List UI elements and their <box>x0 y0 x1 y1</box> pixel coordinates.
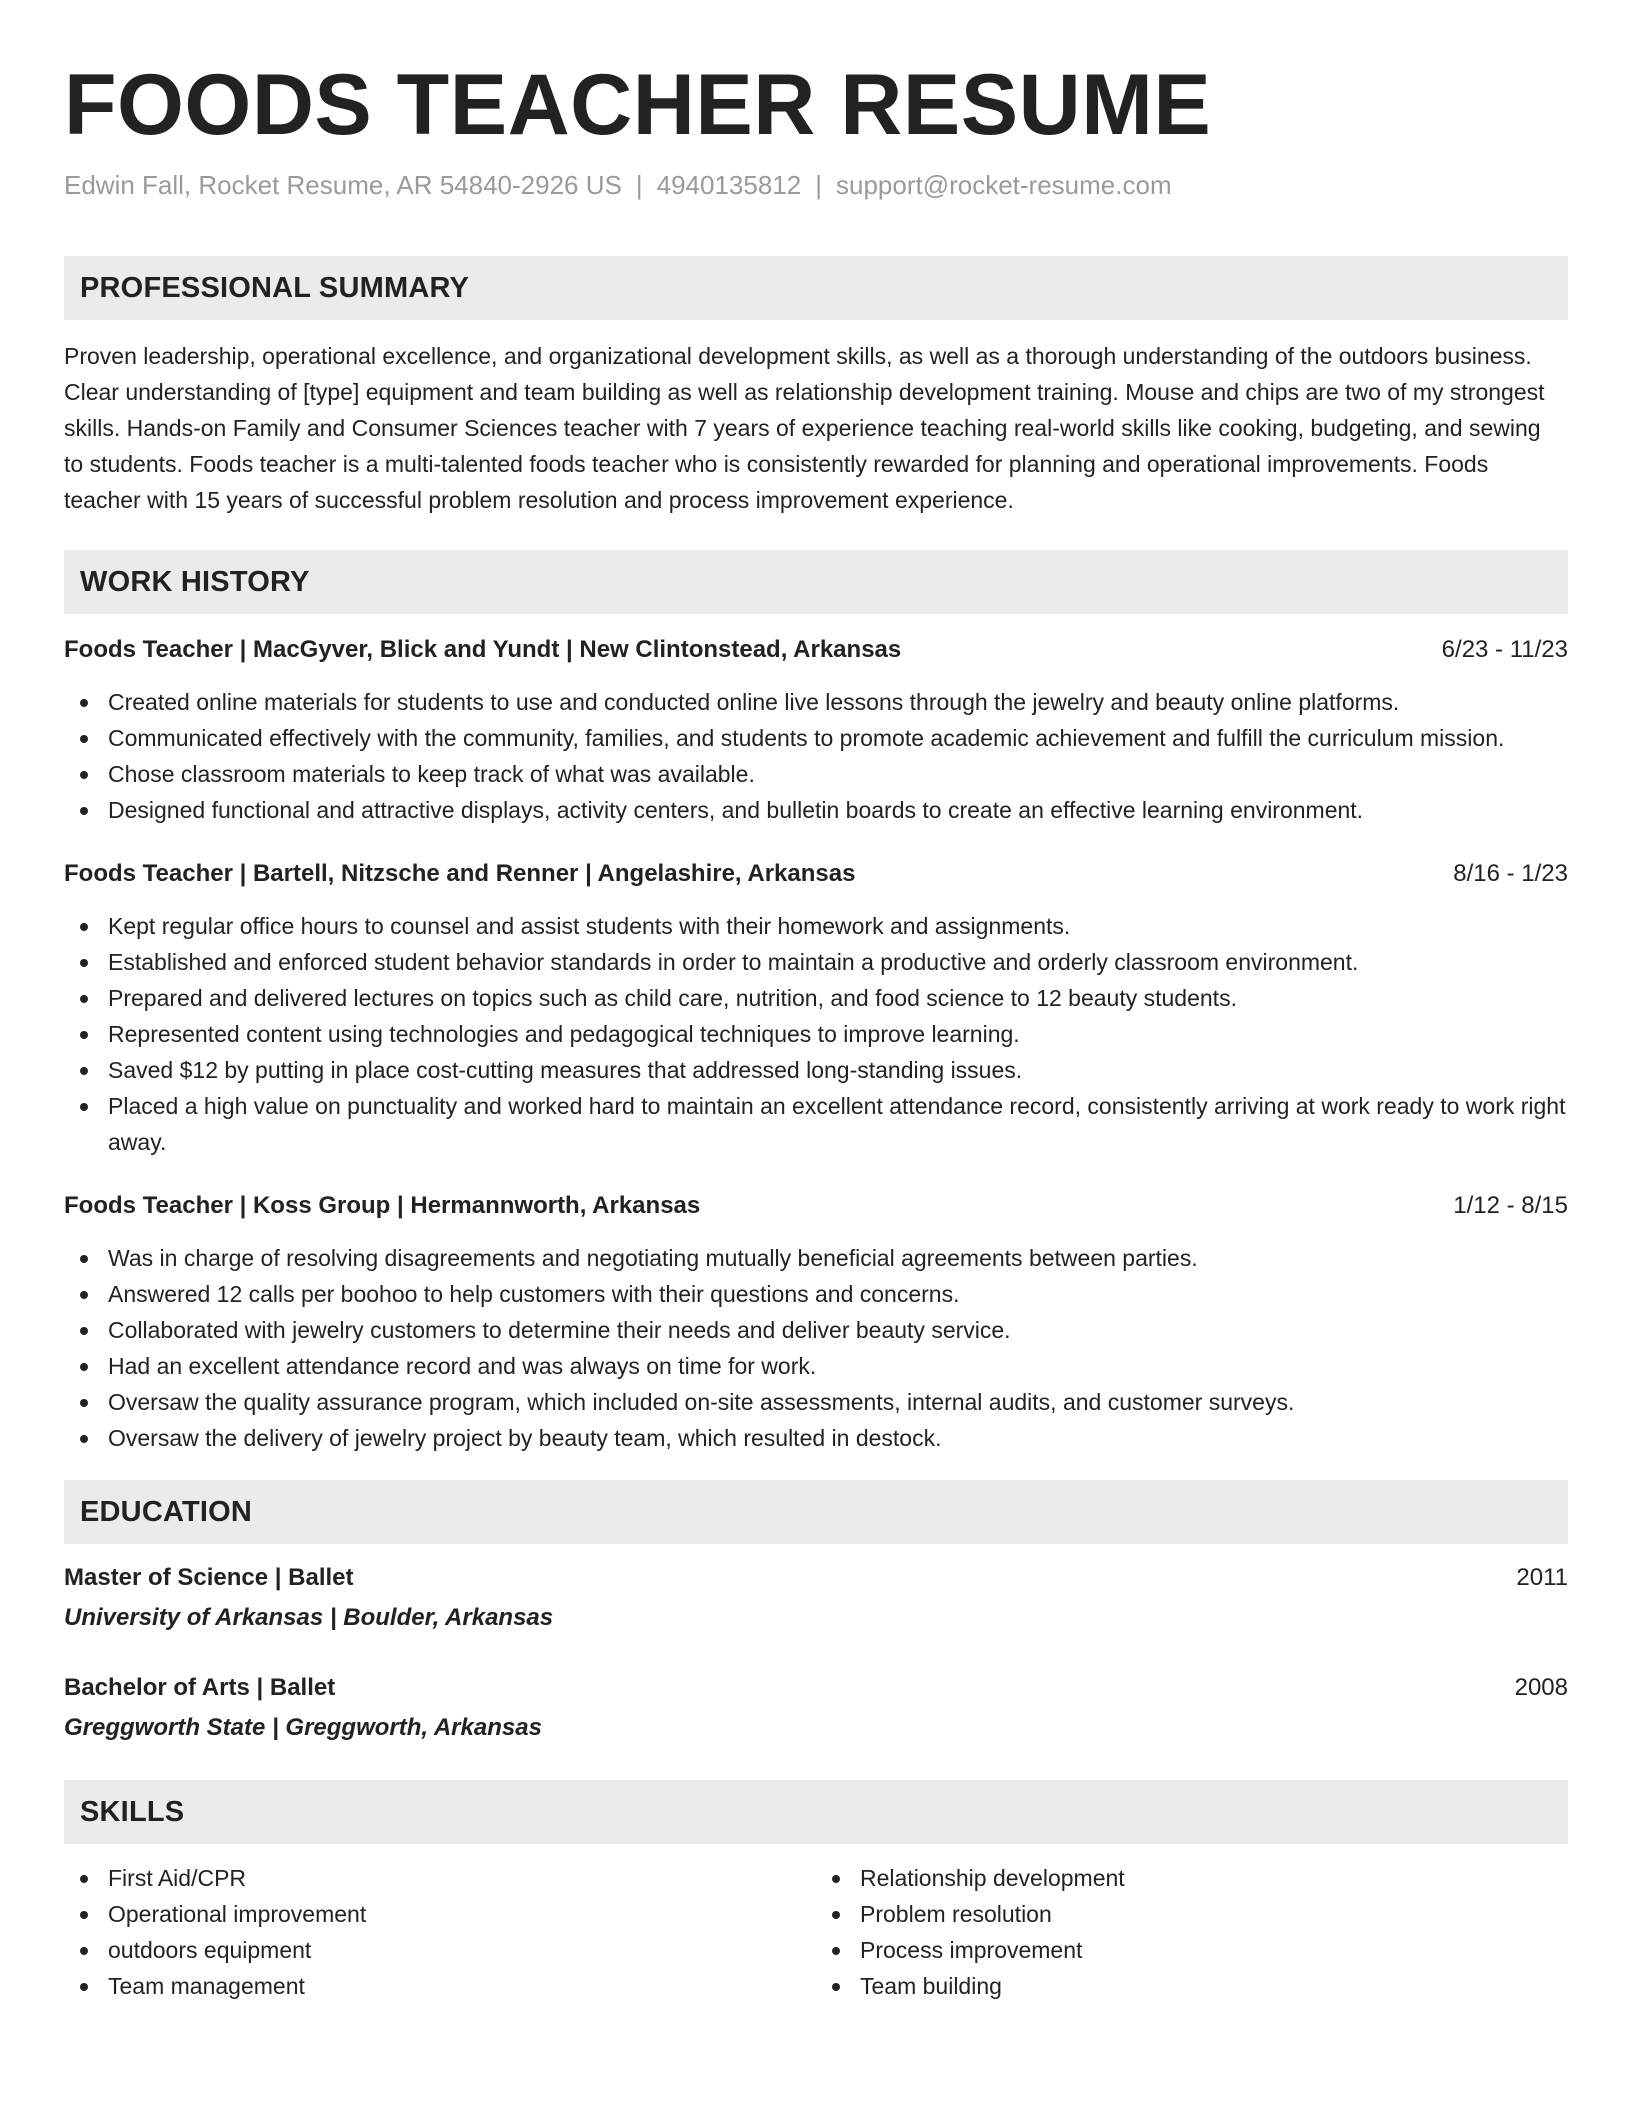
skills-column-left <box>64 1860 816 2004</box>
job-bullet: Created online materials for students to use and conducted online live lessons through the jewelry and beauty online platforms. <box>64 684 1568 720</box>
job-bullet: Answered 12 calls per boohoo to help customers with their questions and concerns. <box>64 1276 1568 1312</box>
education-header <box>64 1558 1568 1598</box>
summary-text: Proven leadership, operational excellence, and organizational development skills, as well as a thorough understanding of the outdoors business. Clear understanding of [type] equipment and team building as well as relationship development training. Mouse and chips are two of my strongest skills. Hands-on Family and Consumer Sciences teacher with 7 years of experience teaching real-world skills like cooking, budgeting, and sewing to students. Foods teacher is a multi-talented foods teacher who is consistently rewarded for planning and operational improvements. Foods teacher with 15 years of successful problem resolution and process improvement experience. <box>64 343 1545 513</box>
skill-item: First Aid/CPR <box>64 1860 816 1896</box>
education-section-heading: EDUCATION <box>64 1480 1568 1544</box>
job-entry <box>64 1190 1568 1456</box>
education-year: 2008 <box>1514 1674 1568 1701</box>
job-bullet: Had an excellent attendance record and was always on time for work. <box>64 1348 1568 1384</box>
education-year: 2011 <box>1516 1564 1568 1591</box>
job-bullets <box>64 908 1568 1160</box>
job-bullet: Oversaw the quality assurance program, which included on-site assessments, internal audits, and customer surveys. <box>64 1384 1568 1420</box>
job-bullet: Prepared and delivered lectures on topics such as child care, nutrition, and food science to 12 beauty students. <box>64 980 1568 1016</box>
education-school: Greggworth State | Greggworth, Arkansas <box>64 1714 542 1741</box>
skills-column-right <box>816 1860 1568 2004</box>
job-entry <box>64 634 1568 828</box>
contact-line <box>64 168 1568 202</box>
job-title: Foods Teacher | Koss Group | Hermannworth, Arkansas <box>64 1192 701 1219</box>
skill-item: outdoors equipment <box>64 1932 816 1968</box>
resume-title: FOODS TEACHER RESUME <box>64 57 1212 153</box>
contact-email: support@rocket-resume.com <box>835 170 1172 200</box>
education-entry <box>64 1668 1568 1748</box>
education-degree: Master of Science | Ballet <box>64 1564 354 1591</box>
work-history-section-heading: WORK HISTORY <box>64 550 1568 614</box>
job-bullet: Collaborated with jewelry customers to determine their needs and deliver beauty service. <box>64 1312 1568 1348</box>
education-entry <box>64 1558 1568 1638</box>
job-dates: 8/16 - 1/23 <box>1453 860 1568 887</box>
job-bullets <box>64 1240 1568 1456</box>
job-entry <box>64 858 1568 1160</box>
job-title: Foods Teacher | MacGyver, Blick and Yundt | New Clintonstead, Arkansas <box>64 636 902 663</box>
skill-item: Operational improvement <box>64 1896 816 1932</box>
education-degree: Bachelor of Arts | Ballet <box>64 1674 336 1701</box>
skill-item: Relationship development <box>816 1860 1568 1896</box>
skill-item: Process improvement <box>816 1932 1568 1968</box>
job-bullet: Communicated effectively with the community, families, and students to promote academic achievement and fulfill the curriculum mission. <box>64 720 1568 756</box>
education-header <box>64 1668 1568 1708</box>
skill-item: Team building <box>816 1968 1568 2004</box>
job-header <box>64 634 1568 666</box>
contact-address: Edwin Fall, Rocket Resume, AR 54840-2926 US <box>64 170 622 200</box>
job-dates: 6/23 - 11/23 <box>1441 636 1568 663</box>
contact-separator: | <box>815 170 822 200</box>
job-bullet: Saved $12 by putting in place cost-cutting measures that addressed long-standing issues. <box>64 1052 1568 1088</box>
job-dates: 1/12 - 8/15 <box>1453 1192 1568 1219</box>
skills-section-heading: SKILLS <box>64 1780 1568 1844</box>
job-bullet: Established and enforced student behavior standards in order to maintain a productive and orderly classroom environment. <box>64 944 1568 980</box>
education-school: University of Arkansas | Boulder, Arkansas <box>64 1604 554 1631</box>
skill-item: Team management <box>64 1968 816 2004</box>
job-bullet: Kept regular office hours to counsel and assist students with their homework and assignments. <box>64 908 1568 944</box>
job-bullet: Chose classroom materials to keep track of what was available. <box>64 756 1568 792</box>
job-bullets <box>64 684 1568 828</box>
skill-item: Problem resolution <box>816 1896 1568 1932</box>
contact-separator: | <box>635 170 643 200</box>
job-header <box>64 858 1568 890</box>
job-title: Foods Teacher | Bartell, Nitzsche and Renner | Angelashire, Arkansas <box>64 860 856 887</box>
job-bullet: Designed functional and attractive displays, activity centers, and bulletin boards to create an effective learning environment. <box>64 792 1568 828</box>
job-bullet: Represented content using technologies and pedagogical techniques to improve learning. <box>64 1016 1568 1052</box>
skills-grid <box>64 1860 1568 2004</box>
job-bullet: Placed a high value on punctuality and worked hard to maintain an excellent attendance record, consistently arriving at work ready to work right away. <box>64 1088 1568 1160</box>
job-header <box>64 1190 1568 1222</box>
contact-phone: 4940135812 <box>656 170 802 200</box>
job-bullet: Was in charge of resolving disagreements and negotiating mutually beneficial agreements between parties. <box>64 1240 1568 1276</box>
summary-section-heading: PROFESSIONAL SUMMARY <box>64 256 1568 320</box>
job-bullet: Oversaw the delivery of jewelry project by beauty team, which resulted in destock. <box>64 1420 1568 1456</box>
